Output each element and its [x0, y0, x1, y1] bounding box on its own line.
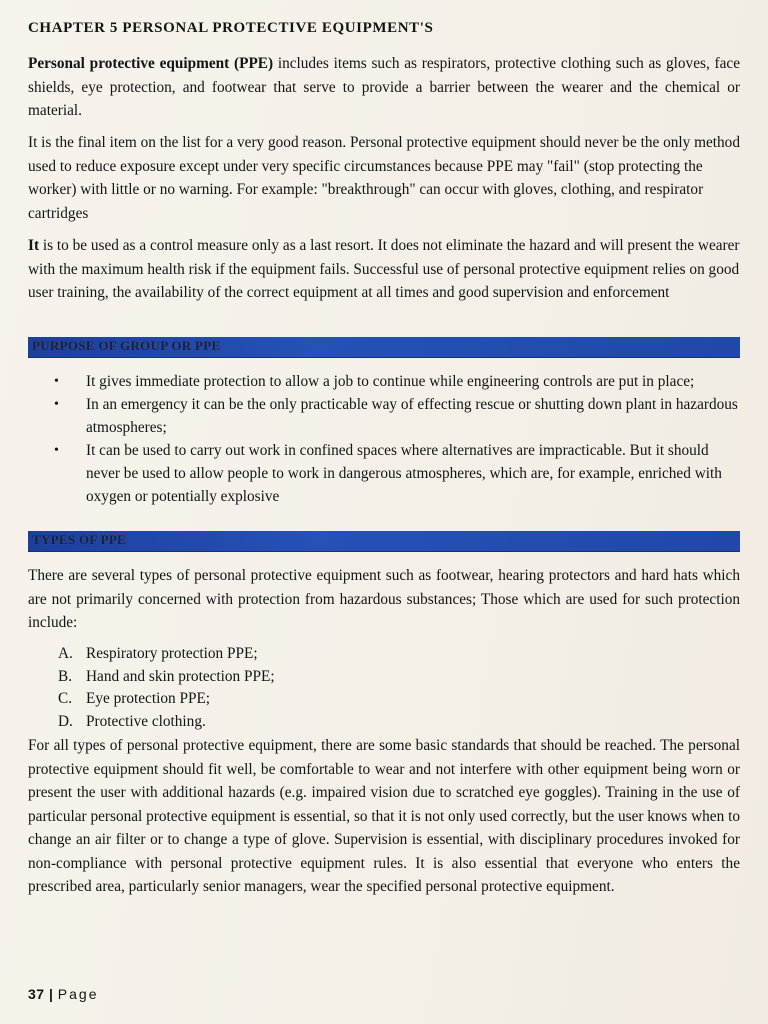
last-resort-lead: It	[28, 237, 40, 254]
purpose-bullet-item	[54, 439, 742, 508]
purpose-bullet-item	[54, 393, 742, 439]
types-list-item	[58, 711, 275, 734]
section-heading-purpose	[28, 337, 740, 358]
purpose-bullet-text: It gives immediate protection to allow a job to continue while engineering controls are put in place;	[86, 373, 695, 390]
last-resort-text: is to be used as a control measure only as a last resort. It does not eliminate the hazard and will present the wearer with the maximum health risk if the equipment fails. Successful use of personal protective equipment relies on good user training, the availability of the correct equipment at all times and good supervision and enforcement	[28, 237, 740, 301]
section-heading-purpose-label: PURPOSE OF GROUP OR PPE	[32, 338, 221, 353]
chapter-title: CHAPTER 5 PERSONAL PROTECTIVE EQUIPMENT'S	[28, 20, 434, 36]
bullet-icon: •	[54, 374, 59, 389]
list-marker: A.	[58, 645, 73, 662]
section-heading-types-label: TYPES OF PPE	[32, 532, 127, 547]
purpose-bullet-text: It can be used to carry out work in confined spaces where alternatives are impracticable. But it should never be used to allow people to work in dangerous atmospheres, which are, for example, enriched with oxygen or potentially explosive	[86, 442, 722, 505]
standards-paragraph: For all types of personal protective equipment, there are some basic standards that should be reached. The personal protective equipment should fit well, be comfortable to wear and not interfere with other equipment being worn or present the user with additional hazards (e.g. impaired vision due to scratched eye goggles). Training in the use of particular personal protective equipment is essential, so that it is not only used correctly, but the user knows when to change an air filter or to change a type of glove. Supervision is essential, with disciplinary procedures invoked for non-compliance with personal protective equipment rules. It is also essential that everyone who enters the prescribed area, particularly senior managers, wear the specified personal protective equipment.	[28, 737, 740, 895]
purpose-bullet-text: In an emergency it can be the only practicable way of effecting rescue or shutting down plant in hazardous atmospheres;	[86, 396, 738, 436]
bullet-icon: •	[54, 443, 59, 458]
types-list-text: Hand and skin protection PPE;	[86, 667, 275, 685]
section-heading-types	[28, 531, 740, 552]
purpose-bullet-item	[54, 370, 742, 393]
list-marker: D.	[58, 712, 73, 730]
types-list-item	[58, 688, 275, 711]
intro-paragraph-text: includes items such as respirators, protective clothing such as gloves, face shields, eye protection, and footwear that serve to provide a barrier between the wearer and the chemical or material.	[28, 55, 740, 119]
types-list	[58, 643, 275, 733]
types-list-text: Protective clothing.	[86, 712, 206, 730]
page-footer	[28, 986, 98, 1002]
page-label: Page	[57, 986, 99, 1002]
bullet-icon: •	[54, 397, 59, 412]
last-resort-paragraph	[28, 234, 740, 305]
list-marker: B.	[58, 667, 73, 685]
types-intro-paragraph: There are several types of personal protective equipment such as footwear, hearing protectors and hard hats which are not primarily concerned with protection from hazardous substances; Those which are used for such protection include:	[28, 567, 740, 631]
intro-lead-term: Personal protective equipment (PPE)	[28, 55, 274, 72]
types-list-item	[58, 666, 275, 689]
page-separator: |	[44, 986, 58, 1002]
page-number: 37	[28, 986, 45, 1002]
purpose-bullet-list	[54, 370, 742, 508]
intro-paragraph	[28, 52, 740, 123]
final-item-paragraph: It is the final item on the list for a very good reason. Personal protective equipment should never be the only method used to reduce exposure except under very specific circumstances because PPE may "fail" (stop protecting the worker) with little or no warning. For example: "breakthrough" can occur with gloves, clothing, and respirator cartridges	[28, 134, 740, 222]
types-list-item	[58, 643, 275, 666]
list-marker: C.	[58, 690, 73, 707]
types-list-text: Respiratory protection PPE;	[86, 645, 258, 662]
types-list-text: Eye protection PPE;	[86, 690, 211, 707]
